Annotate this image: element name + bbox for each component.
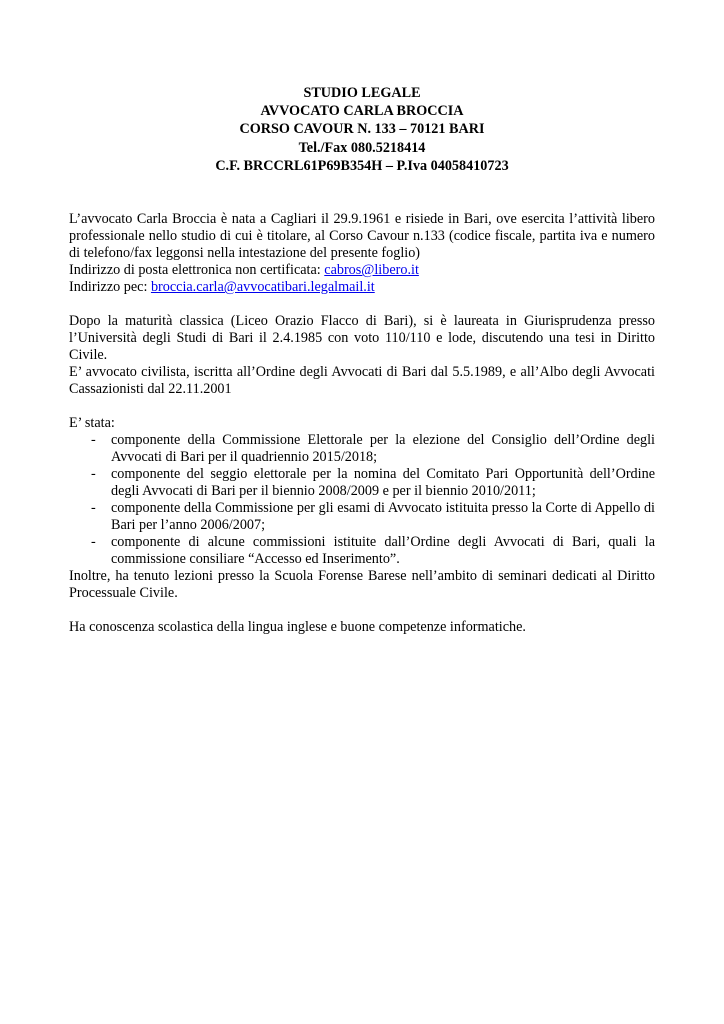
email-link[interactable]: cabros@libero.it bbox=[324, 262, 419, 279]
list-item-text: componente della Commissione per gli esami di Avvocato istituita presso la Corte di Appello di Bari per l’anno 2006/2007; bbox=[111, 500, 655, 534]
intro-paragraph: L’avvocato Carla Broccia è nata a Cagliari il 29.9.1961 e risiede in Bari, ove esercita l’attività libero professionale nello studio di cui è titolare, al Corso Cavour n.133 (codice fiscale, partita iva e numero di telefono/fax leggonsi nella intestazione del presente foglio) bbox=[69, 211, 655, 262]
list-item-text: componente di alcune commissioni istituite dall’Ordine degli Avvocati di Bari, quali la commissione consiliare “Accesso ed Inserimento”. bbox=[111, 534, 655, 568]
pec-link[interactable]: broccia.carla@avvocatibari.legalmail.it bbox=[150, 279, 375, 296]
email-label: Indirizzo di posta elettronica non certificata: bbox=[69, 262, 325, 279]
list-dash: - bbox=[91, 466, 96, 483]
letterhead-firm: STUDIO LEGALE bbox=[303, 85, 421, 101]
roles-list bbox=[69, 432, 655, 568]
bar-admission-paragraph: E’ avvocato civilista, iscritta all’Ordine degli Avvocati di Bari dal 5.5.1989, e all’Albo degli Avvocati Cassazionisti dal 22.11.2001 bbox=[69, 364, 655, 398]
list-dash: - bbox=[91, 534, 96, 551]
list-item bbox=[69, 466, 655, 500]
email-line bbox=[69, 262, 655, 279]
list-item bbox=[69, 432, 655, 466]
letterhead-tax-codes: C.F. BRCCRL61P69B354H – P.Iva 04058410723 bbox=[215, 157, 509, 174]
education-paragraph: Dopo la maturità classica (Liceo Orazio Flacco di Bari), si è laureata in Giurisprudenza presso l’Università degli Studi di Bari il 2.4.1985 con voto 110/110 e lode, discutendo una tesi in Diritto Civile. bbox=[69, 313, 655, 364]
skills-paragraph: Ha conoscenza scolastica della lingua inglese e buone competenze informatiche. bbox=[69, 619, 526, 636]
letterhead-phone: Tel./Fax 080.5218414 bbox=[298, 139, 426, 156]
pec-label: Indirizzo pec: bbox=[69, 279, 151, 296]
teaching-paragraph: Inoltre, ha tenuto lezioni presso la Scuola Forense Barese nell’ambito di seminari dedicati al Diritto Processuale Civile. bbox=[69, 568, 655, 602]
list-item-text: componente della Commissione Elettorale per la elezione del Consiglio dell’Ordine degli Avvocati di Bari per il quadriennio 2015/2018; bbox=[111, 432, 655, 466]
list-dash: - bbox=[91, 432, 96, 449]
list-item bbox=[69, 500, 655, 534]
roles-intro: E’ stata: bbox=[69, 415, 115, 432]
document-body bbox=[69, 211, 655, 636]
list-dash: - bbox=[91, 500, 96, 517]
pec-line bbox=[69, 279, 655, 296]
letterhead-address: CORSO CAVOUR N. 133 – 70121 BARI bbox=[239, 121, 485, 138]
letterhead-lawyer-name: AVVOCATO CARLA BROCCIA bbox=[260, 103, 464, 120]
list-item bbox=[69, 534, 655, 568]
letterhead bbox=[69, 84, 655, 175]
document-page bbox=[69, 84, 655, 636]
list-item-text: componente del seggio elettorale per la nomina del Comitato Pari Opportunità dell’Ordine degli Avvocati di Bari per il biennio 2008/2009 e per il biennio 2010/2011; bbox=[111, 466, 655, 500]
